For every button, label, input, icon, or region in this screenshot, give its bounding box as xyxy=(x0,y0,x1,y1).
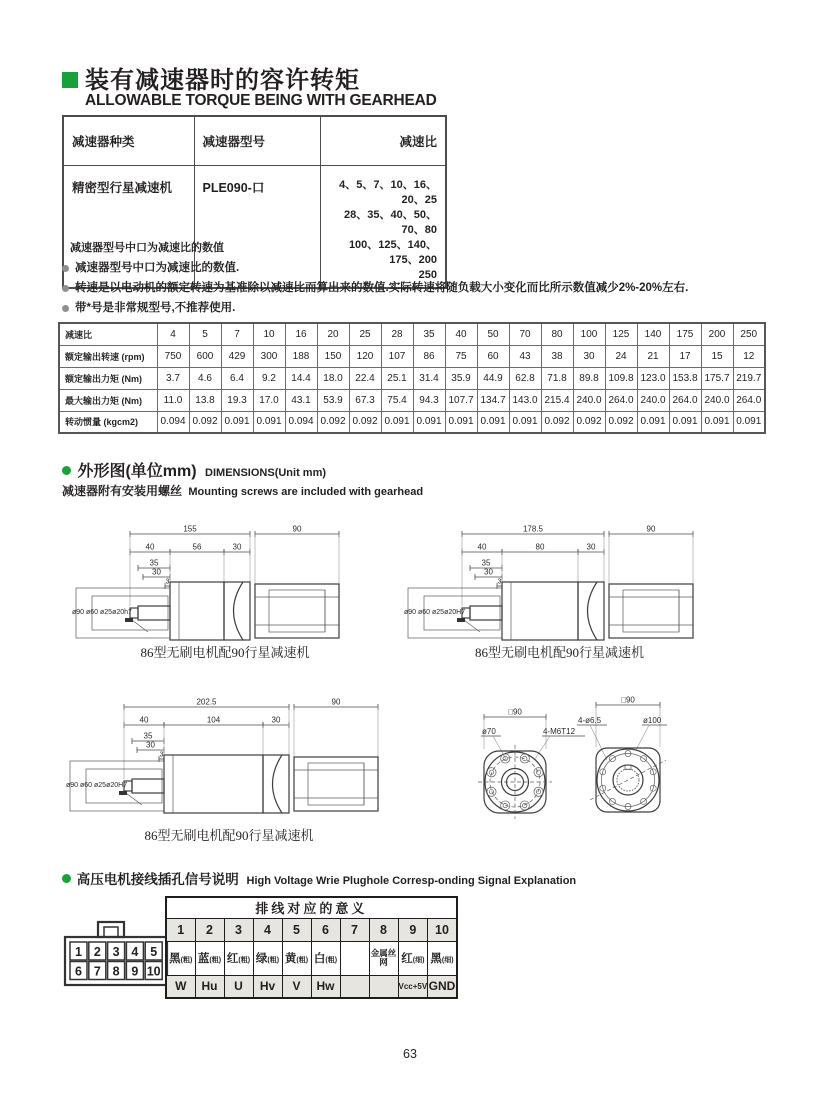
spec-value: 44.9 xyxy=(477,367,509,389)
spec-value: 215.4 xyxy=(541,389,573,411)
wire-signal: U xyxy=(224,975,253,998)
spec-value: 35.9 xyxy=(445,367,477,389)
svg-text:80: 80 xyxy=(535,542,545,552)
gearhead-header-ratio: 减速比 xyxy=(320,116,446,165)
spec-value: 250 xyxy=(733,323,765,345)
spec-value: 16 xyxy=(285,323,317,345)
bullet-icon xyxy=(62,285,69,292)
svg-text:ø90 ø60 ø25ø20H7: ø90 ø60 ø25ø20H7 xyxy=(404,609,466,616)
spec-value: 25 xyxy=(349,323,381,345)
wire-gauge-note: (细) xyxy=(441,957,454,964)
spec-value: 0.091 xyxy=(509,411,541,433)
spec-value: 40 xyxy=(445,323,477,345)
svg-text:35: 35 xyxy=(149,558,159,568)
spec-value: 240.0 xyxy=(701,389,733,411)
green-dot-icon xyxy=(62,874,71,883)
spec-value: 4.6 xyxy=(189,367,221,389)
svg-text:30: 30 xyxy=(271,715,281,725)
spec-value: 0.094 xyxy=(285,411,317,433)
spec-value: 0.091 xyxy=(221,411,253,433)
wiring-color-row xyxy=(166,941,457,975)
spec-value: 143.0 xyxy=(509,389,541,411)
gearhead-type: 精密型行星减速机 xyxy=(63,165,194,288)
svg-text:104: 104 xyxy=(206,715,221,725)
svg-text:□90: □90 xyxy=(621,695,635,705)
drawing-caption: 86型无刷电机配90行星减速机 xyxy=(140,645,310,660)
side-view-svg xyxy=(402,520,707,655)
spec-value: 75.4 xyxy=(381,389,413,411)
spec-value: 0.091 xyxy=(445,411,477,433)
spec-value: 153.8 xyxy=(669,367,701,389)
svg-text:30: 30 xyxy=(484,567,493,577)
spec-value: 60 xyxy=(477,345,509,367)
wire-gauge-note: (粗) xyxy=(325,957,338,964)
spec-value: 100 xyxy=(573,323,605,345)
wire-color: 红(粗) xyxy=(224,941,253,975)
notes-list xyxy=(62,262,772,322)
spec-value: 53.9 xyxy=(317,389,349,411)
svg-text:7: 7 xyxy=(93,964,101,979)
spec-value: 0.094 xyxy=(157,411,189,433)
side-view-drawing-3 xyxy=(64,693,392,833)
spec-value: 50 xyxy=(477,323,509,345)
wire-signal: Vcc+5V xyxy=(398,975,428,998)
spec-value: 0.091 xyxy=(253,411,285,433)
note-text: 减速器型号中口为减速比的数值. xyxy=(75,262,240,274)
spec-row-label: 转动惯量 (kgcm2) xyxy=(59,411,157,433)
svg-text:155: 155 xyxy=(183,524,197,534)
svg-text:90: 90 xyxy=(646,524,656,534)
spec-value: 14.4 xyxy=(285,367,317,389)
note-row xyxy=(62,282,772,295)
spec-value: 17 xyxy=(669,345,701,367)
page-number: 63 xyxy=(403,1047,417,1061)
spec-value: 0.092 xyxy=(541,411,573,433)
spec-table-wrap xyxy=(58,322,766,434)
wire-gauge-note: (粗) xyxy=(180,957,193,964)
spec-value: 120 xyxy=(349,345,381,367)
spec-value: 125 xyxy=(605,323,637,345)
spec-value: 0.092 xyxy=(349,411,381,433)
wiring-title-en: High Voltage Wrie Plughole Corresp-onding Signal Explanation xyxy=(246,875,577,887)
spec-value: 109.8 xyxy=(605,367,637,389)
spec-row xyxy=(59,345,765,367)
svg-text:ø100: ø100 xyxy=(643,716,662,725)
svg-text:3: 3 xyxy=(497,578,502,586)
svg-text:202.5: 202.5 xyxy=(196,697,217,707)
spec-value: 140 xyxy=(637,323,669,345)
svg-text:ø90 ø60 ø25ø20h7: ø90 ø60 ø25ø20h7 xyxy=(72,609,132,616)
spec-value: 24 xyxy=(605,345,637,367)
wire-signal: Hv xyxy=(253,975,282,998)
spec-value: 0.091 xyxy=(413,411,445,433)
svg-text:4: 4 xyxy=(131,945,139,959)
spec-value: 7 xyxy=(221,323,253,345)
wiring-heading xyxy=(62,868,576,888)
spec-value: 4 xyxy=(157,323,189,345)
pin-number: 4 xyxy=(253,918,282,941)
spec-value: 10 xyxy=(253,323,285,345)
dimensions-sub-zh: 减速器附有安装用螺丝 xyxy=(62,484,183,498)
spec-value: 0.091 xyxy=(733,411,765,433)
wire-color: 金属丝网 xyxy=(369,941,398,975)
pin-number: 1 xyxy=(166,918,195,941)
wiring-title-zh: 高压电机接线插孔信号说明 xyxy=(76,872,239,887)
svg-text:6: 6 xyxy=(75,964,82,979)
pin-number: 5 xyxy=(282,918,311,941)
ratio-line: 250 xyxy=(418,268,437,281)
wire-signal xyxy=(340,975,369,998)
svg-text:56: 56 xyxy=(192,542,202,552)
spec-value: 0.091 xyxy=(477,411,509,433)
spec-value: 12 xyxy=(733,345,765,367)
spec-value: 0.091 xyxy=(637,411,669,433)
spec-value: 43.1 xyxy=(285,389,317,411)
wire-signal xyxy=(369,975,398,998)
spec-value: 188 xyxy=(285,345,317,367)
svg-text:3: 3 xyxy=(165,578,170,586)
gearhead-header-model: 减速器型号 xyxy=(194,116,320,165)
svg-text:5: 5 xyxy=(150,945,158,959)
spec-row xyxy=(59,389,765,411)
spec-value: 67.3 xyxy=(349,389,381,411)
svg-text:3: 3 xyxy=(112,945,120,959)
page-title-zh: 装有减速器时的容许转矩 xyxy=(85,67,360,94)
svg-text:40: 40 xyxy=(139,715,149,725)
svg-text:90: 90 xyxy=(331,697,341,707)
spec-value: 123.0 xyxy=(637,367,669,389)
spec-row xyxy=(59,323,765,345)
spec-value: 30 xyxy=(573,345,605,367)
svg-text:40: 40 xyxy=(145,542,155,552)
wire-gauge-note: (粗) xyxy=(209,957,222,964)
wire-color: 红(细) xyxy=(398,941,428,975)
spec-value: 18.0 xyxy=(317,367,349,389)
svg-text:40: 40 xyxy=(477,542,487,552)
drawing-caption: 86型无刷电机配90行星减速机 xyxy=(144,828,314,843)
spec-value: 219.7 xyxy=(733,367,765,389)
wire-signal: Hw xyxy=(311,975,340,998)
svg-text:35: 35 xyxy=(143,731,153,741)
wire-signal: W xyxy=(166,975,195,998)
spec-value: 240.0 xyxy=(573,389,605,411)
note-row xyxy=(62,262,772,275)
side-view-svg xyxy=(70,520,355,655)
spec-value: 240.0 xyxy=(637,389,669,411)
spec-value: 264.0 xyxy=(605,389,637,411)
svg-text:30: 30 xyxy=(232,542,242,552)
svg-text:30: 30 xyxy=(586,542,596,552)
svg-text:90: 90 xyxy=(292,524,302,534)
dimensions-title-zh: 外形图(单位mm) xyxy=(77,463,197,480)
spec-row-label: 最大输出力矩 (Nm) xyxy=(59,389,157,411)
svg-text:35: 35 xyxy=(481,558,491,568)
spec-value: 107 xyxy=(381,345,413,367)
wire-gauge-note: (粗) xyxy=(267,957,280,964)
wire-color: 蓝(粗) xyxy=(195,941,224,975)
green-dot-icon xyxy=(62,466,71,475)
wiring-table xyxy=(165,896,458,999)
wiring-signal-row xyxy=(166,975,457,998)
spec-value: 15 xyxy=(701,345,733,367)
svg-text:30: 30 xyxy=(152,567,161,577)
wire-color: 黑(粗) xyxy=(166,941,195,975)
spec-value: 86 xyxy=(413,345,445,367)
svg-text:2: 2 xyxy=(93,945,101,959)
spec-row xyxy=(59,411,765,433)
wire-gauge-note: (细) xyxy=(412,957,425,964)
spec-value: 5 xyxy=(189,323,221,345)
spec-value: 429 xyxy=(221,345,253,367)
wire-signal: GND xyxy=(428,975,457,998)
dimensions-sub-en: Mounting screws are included with gearhead xyxy=(188,486,424,498)
svg-text:4-M6T12: 4-M6T12 xyxy=(543,727,576,736)
spec-value: 0.091 xyxy=(701,411,733,433)
spec-value: 75 xyxy=(445,345,477,367)
spec-row-label: 额定输出力矩 (Nm) xyxy=(59,367,157,389)
svg-text:1: 1 xyxy=(75,945,82,959)
wiring-title-row xyxy=(166,897,457,918)
spec-value: 17.0 xyxy=(253,389,285,411)
spec-value: 0.092 xyxy=(605,411,637,433)
pin-number: 3 xyxy=(224,918,253,941)
wire-color: 黄(粗) xyxy=(282,941,311,975)
bullet-icon xyxy=(62,305,69,312)
wire-color: 白(粗) xyxy=(311,941,340,975)
spec-value: 70 xyxy=(509,323,541,345)
spec-row-label: 额定输出转速 (rpm) xyxy=(59,345,157,367)
drawing-caption: 86型无刷电机配90行星减速机 xyxy=(474,645,644,660)
spec-value: 264.0 xyxy=(733,389,765,411)
spec-value: 35 xyxy=(413,323,445,345)
section-square-icon xyxy=(62,72,78,88)
note-text: 带*号是非常规型号,不推荐使用. xyxy=(75,302,236,314)
pin-number: 7 xyxy=(340,918,369,941)
spec-value: 3.7 xyxy=(157,367,189,389)
dimensions-heading xyxy=(62,458,326,481)
pin-number: 8 xyxy=(369,918,398,941)
wire-color: 绿(粗) xyxy=(253,941,282,975)
spec-value: 0.092 xyxy=(573,411,605,433)
wiring-table-title: 排线对应的意义 xyxy=(166,897,457,918)
wire-gauge-note: (粗) xyxy=(296,957,309,964)
pin-number: 6 xyxy=(311,918,340,941)
svg-text:□90: □90 xyxy=(508,707,522,717)
wiring-table-wrap xyxy=(165,896,458,999)
spec-row-label: 减速比 xyxy=(59,323,157,345)
gearhead-header-type: 减速器种类 xyxy=(63,116,194,165)
gearhead-model: PLE090-口 xyxy=(194,165,320,288)
note-row xyxy=(62,302,772,315)
gearhead-table-footnote: 减速器型号中口为减速比的数值 xyxy=(70,242,224,254)
spec-value: 0.092 xyxy=(189,411,221,433)
spec-value: 62.8 xyxy=(509,367,541,389)
bullet-icon xyxy=(62,265,69,272)
dimensions-title-en: DIMENSIONS(Unit mm) xyxy=(205,467,327,479)
connector-svg xyxy=(62,918,172,998)
spec-value: 0.092 xyxy=(317,411,349,433)
flange-view-svg xyxy=(435,683,700,838)
svg-text:10: 10 xyxy=(146,964,161,979)
spec-value: 89.8 xyxy=(573,367,605,389)
spec-row xyxy=(59,367,765,389)
svg-text:ø70: ø70 xyxy=(482,727,496,736)
wire-color xyxy=(340,941,369,975)
spec-value: 9.2 xyxy=(253,367,285,389)
spec-value: 150 xyxy=(317,345,349,367)
svg-text:ø90 ø60 ø25ø20H7: ø90 ø60 ø25ø20H7 xyxy=(66,782,128,789)
pin-number: 9 xyxy=(398,918,428,941)
side-view-drawing-2 xyxy=(402,520,707,660)
connector-drawing xyxy=(62,918,172,1003)
dimensions-subheading xyxy=(62,482,423,499)
spec-value: 21 xyxy=(637,345,669,367)
wire-signal: V xyxy=(282,975,311,998)
spec-value: 22.4 xyxy=(349,367,381,389)
spec-value: 94.3 xyxy=(413,389,445,411)
spec-value: 0.091 xyxy=(669,411,701,433)
spec-value: 6.4 xyxy=(221,367,253,389)
wire-color: 黑(细) xyxy=(428,941,457,975)
spec-value: 38 xyxy=(541,345,573,367)
spec-value: 107.7 xyxy=(445,389,477,411)
wire-signal: Hu xyxy=(195,975,224,998)
spec-value: 43 xyxy=(509,345,541,367)
spec-value: 750 xyxy=(157,345,189,367)
spec-value: 28 xyxy=(381,323,413,345)
side-view-svg xyxy=(64,693,392,828)
svg-text:3: 3 xyxy=(159,751,164,759)
spec-value: 134.7 xyxy=(477,389,509,411)
svg-text:178.5: 178.5 xyxy=(522,524,544,534)
spec-value: 25.1 xyxy=(381,367,413,389)
svg-text:8: 8 xyxy=(112,964,120,979)
spec-value: 11.0 xyxy=(157,389,189,411)
spec-value: 20 xyxy=(317,323,349,345)
spec-value: 175 xyxy=(669,323,701,345)
flange-view-drawing xyxy=(435,683,700,843)
spec-value: 264.0 xyxy=(669,389,701,411)
page-title-en: ALLOWABLE TORQUE BEING WITH GEARHEAD xyxy=(85,92,437,109)
ratio-line: 28、35、40、50、70、80 xyxy=(344,208,437,236)
wiring-pin-row xyxy=(166,918,457,941)
spec-value: 13.8 xyxy=(189,389,221,411)
spec-value: 600 xyxy=(189,345,221,367)
svg-text:9: 9 xyxy=(131,964,139,979)
svg-text:30: 30 xyxy=(146,740,155,750)
spec-value: 175.7 xyxy=(701,367,733,389)
spec-value: 19.3 xyxy=(221,389,253,411)
pin-number: 2 xyxy=(195,918,224,941)
spec-value: 80 xyxy=(541,323,573,345)
spec-value: 0.091 xyxy=(381,411,413,433)
side-view-drawing-1 xyxy=(70,520,355,660)
spec-table xyxy=(58,322,766,434)
ratio-line: 100、125、140、175、200 xyxy=(348,238,437,266)
spec-value: 31.4 xyxy=(413,367,445,389)
spec-value: 71.8 xyxy=(541,367,573,389)
note-text: 转速是以电动机的额定转速为基准除以减速比而算出来的数值.实际转速将随负载大小变化而比所示数值减少2%-20%左右. xyxy=(75,282,689,294)
svg-text:4-ø6.5: 4-ø6.5 xyxy=(578,716,602,725)
spec-value: 200 xyxy=(701,323,733,345)
wire-gauge-note: (粗) xyxy=(238,957,251,964)
spec-value: 300 xyxy=(253,345,285,367)
ratio-line: 4、5、7、10、16、20、25 xyxy=(339,178,437,206)
pin-number: 10 xyxy=(428,918,457,941)
